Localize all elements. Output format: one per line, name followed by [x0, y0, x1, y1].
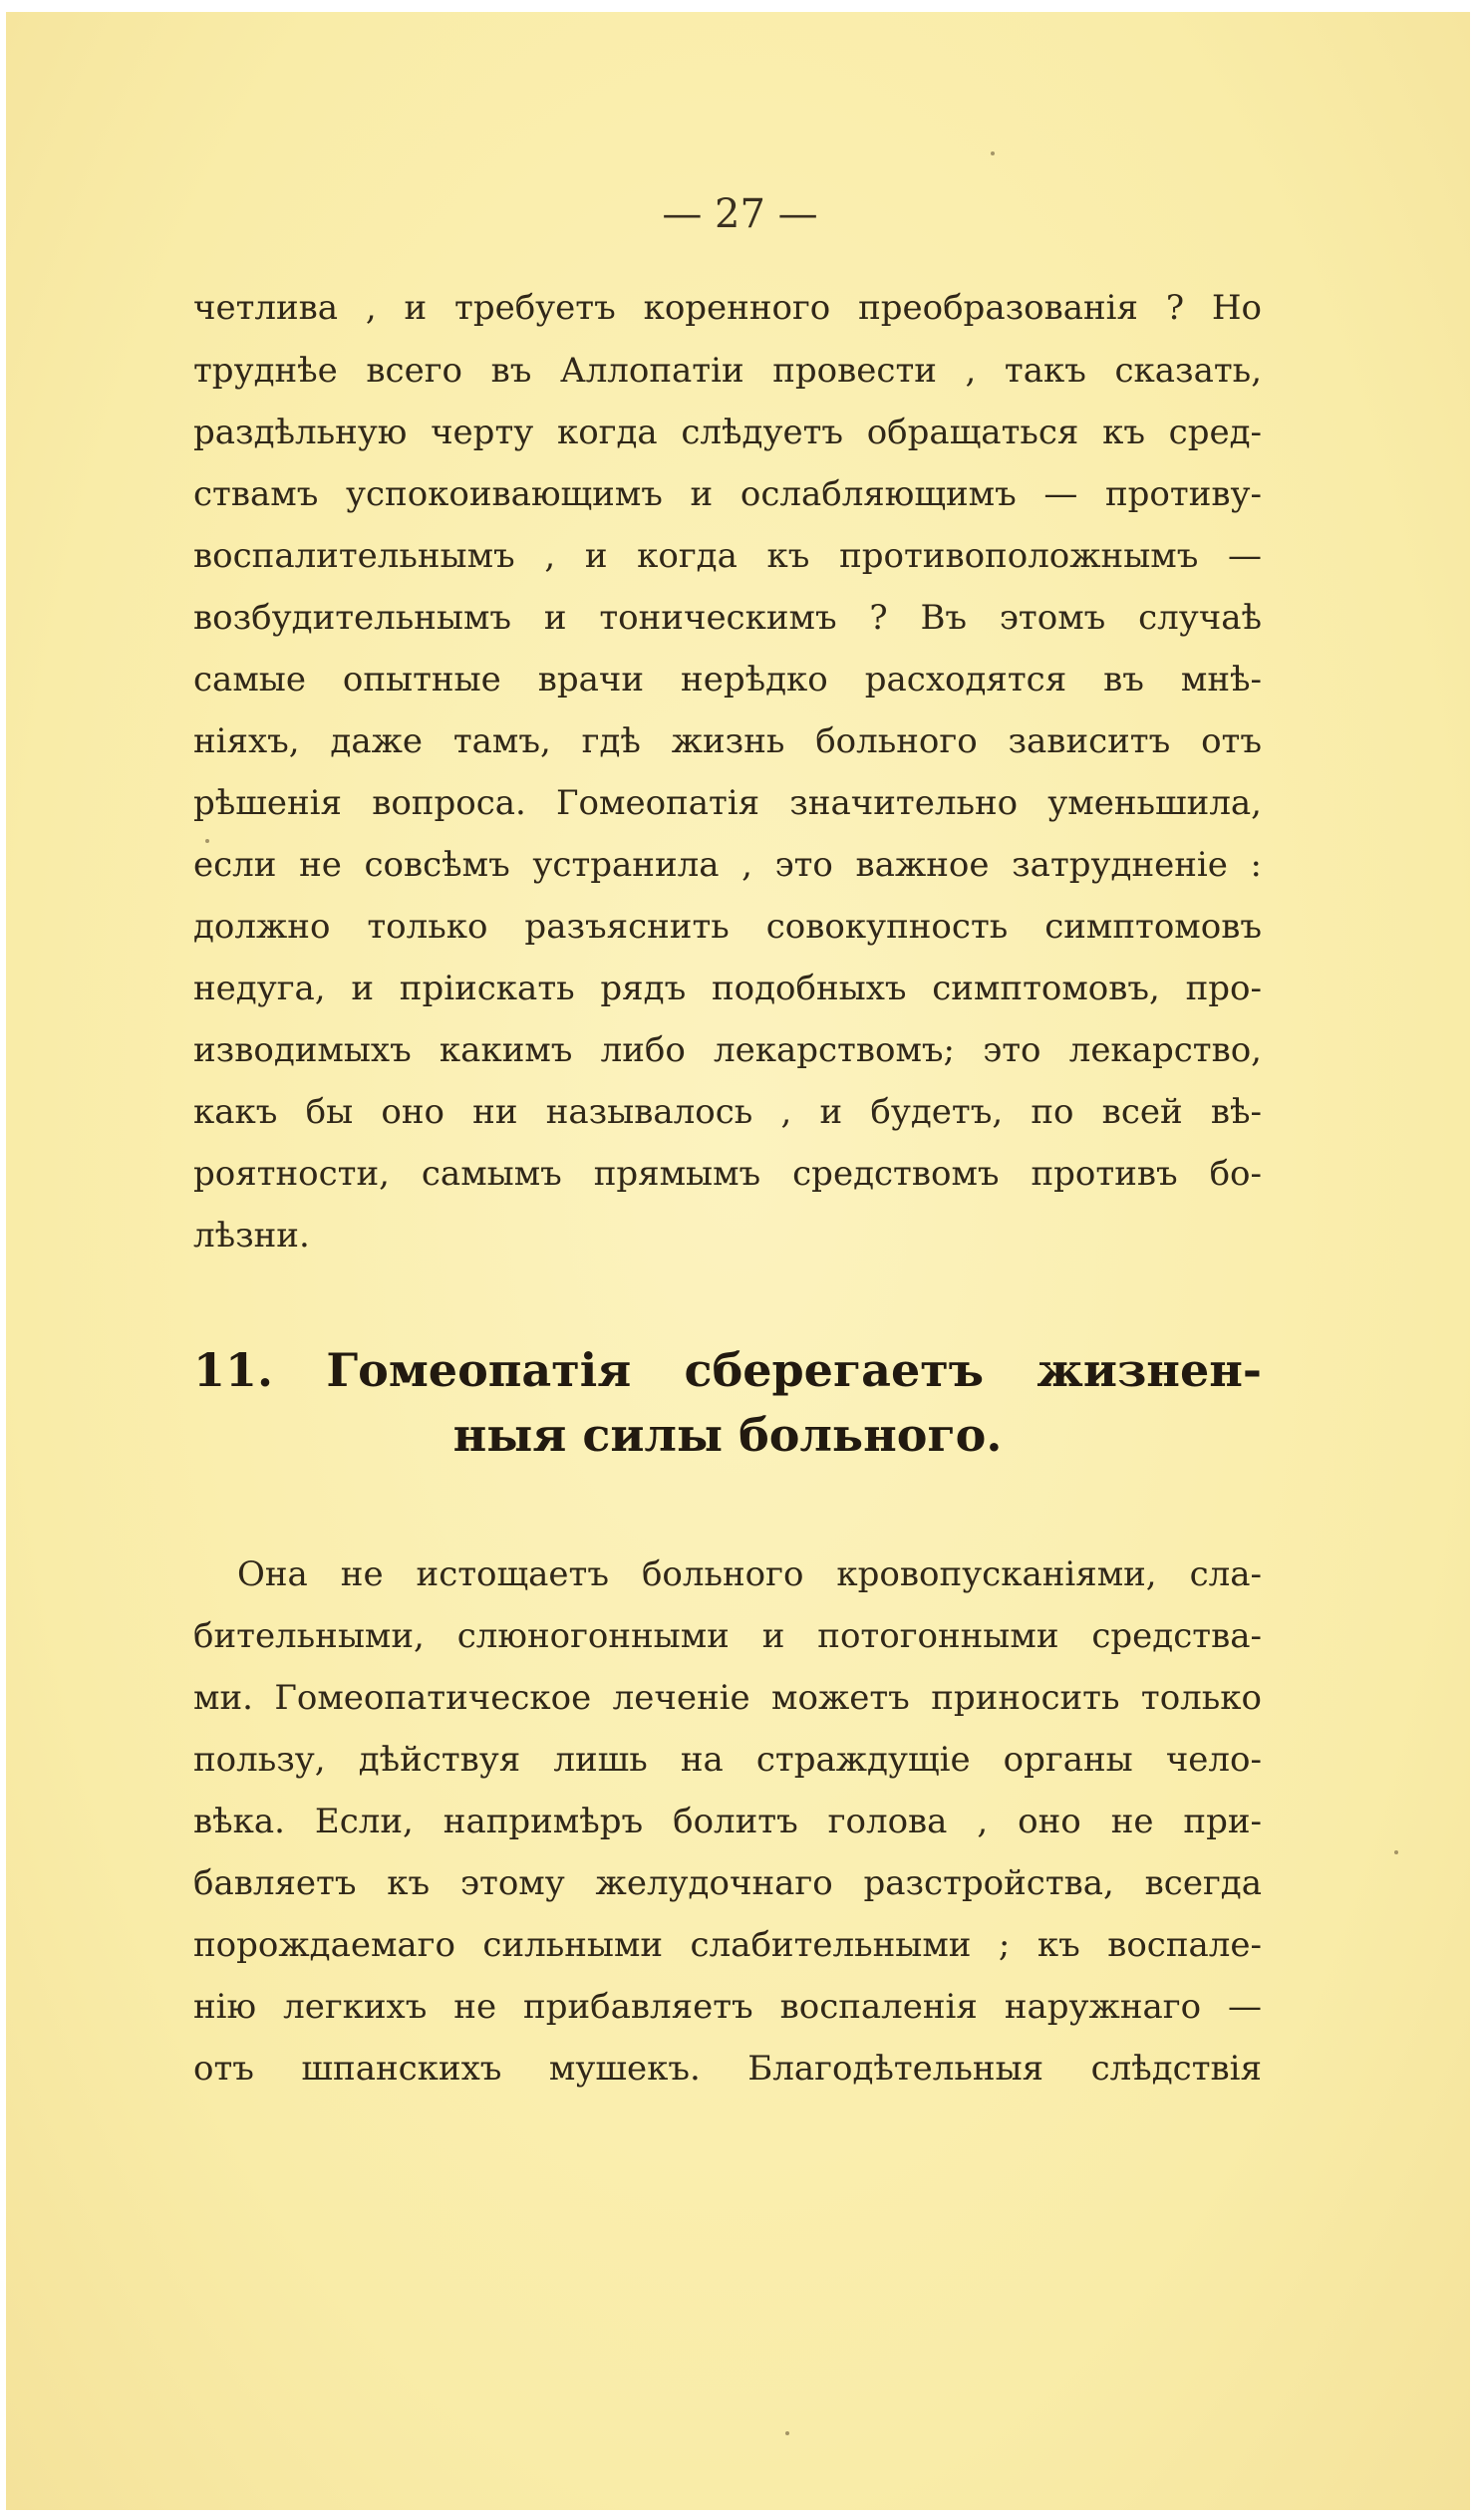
paragraph-1-line-8: ніяхъ, даже тамъ, гдѣ жизнь больного зависитъ отъ [193, 721, 1262, 761]
paragraph-1-line-12: недуга, и пріискать рядъ подобныхъ симптомовъ, про- [193, 969, 1262, 1008]
paragraph-1-line-2: труднѣе всего въ Аллопатіи провести , такъ сказать, [193, 351, 1262, 391]
paragraph-1-line-9: рѣшенія вопроса. Гомеопатія значительно уменьшила, [193, 783, 1262, 823]
paragraph-1-line-6: возбудительнымъ и тоническимъ ? Въ этомъ случаѣ [193, 598, 1262, 638]
paragraph-1-line-11: должно только разъяснить совокупность симптомовъ [193, 907, 1262, 947]
paragraph-2-line-6: бавляетъ къ этому желудочнаго разстройства, всегда [193, 1863, 1262, 1903]
paragraph-2-line-9: отъ шпанскихъ мушекъ. Благодѣтельныя слѣдствія [193, 2049, 1262, 2089]
section-heading-line-1: 11. Гомеопатія сберегаетъ жизнен- [193, 1343, 1262, 1397]
paragraph-1-line-15: роятности, самымъ прямымъ средствомъ противъ бо- [193, 1154, 1262, 1194]
paragraph-2-line-3: ми. Гомеопатическое леченіе можетъ приносить только [193, 1678, 1262, 1718]
paper-speck [205, 839, 209, 843]
section-heading-line-2: ныя силы больного. [452, 1408, 1003, 1462]
paper-speck [991, 151, 995, 155]
paragraph-1-line-10: если не совсѣмъ устранила , это важное затрудненіе : [193, 845, 1262, 885]
paragraph-2-line-7: порождаемаго сильными слабительными ; къ воспале- [193, 1925, 1262, 1965]
paragraph-1-line-13: изводимыхъ какимъ либо лекарствомъ; это лекарство, [193, 1030, 1262, 1070]
paragraph-2-line-2: бительными, слюногонными и потогонными средства- [193, 1616, 1262, 1656]
paragraph-1-line-14: какъ бы оно ни называлось , и будетъ, по всей вѣ- [193, 1092, 1262, 1132]
paragraph-2-line-8: нію легкихъ не прибавляетъ воспаленія наружнаго — [193, 1987, 1262, 2027]
paper-speck [785, 2431, 789, 2435]
paper-speck [1394, 1850, 1398, 1854]
paragraph-1-line-16: лѣзни. [193, 1216, 310, 1256]
paragraph-1-line-7: самые опытные врачи нерѣдко расходятся въ мнѣ- [193, 660, 1262, 700]
paragraph-2-line-1: Она не истощаетъ больного кровопусканіями, сла- [237, 1554, 1262, 1594]
paragraph-1-line-3: раздѣльную черту когда слѣдуетъ обращаться къ сред- [193, 413, 1262, 452]
paragraph-1-line-1: четлива , и требуетъ коренного преобразованія ? Но [193, 288, 1262, 328]
paragraph-2-line-5: вѣка. Если, напримѣръ болитъ голова , оно не при- [193, 1802, 1262, 1841]
paragraph-1-line-5: воспалительнымъ , и когда къ противоположнымъ — [193, 536, 1262, 576]
page-number: — 27 — [662, 191, 818, 237]
paragraph-2-line-4: пользу, дѣйствуя лишь на страждущіе органы чело- [193, 1740, 1262, 1780]
paragraph-1-line-4: ствамъ успокоивающимъ и ослабляющимъ — противу- [193, 474, 1262, 514]
